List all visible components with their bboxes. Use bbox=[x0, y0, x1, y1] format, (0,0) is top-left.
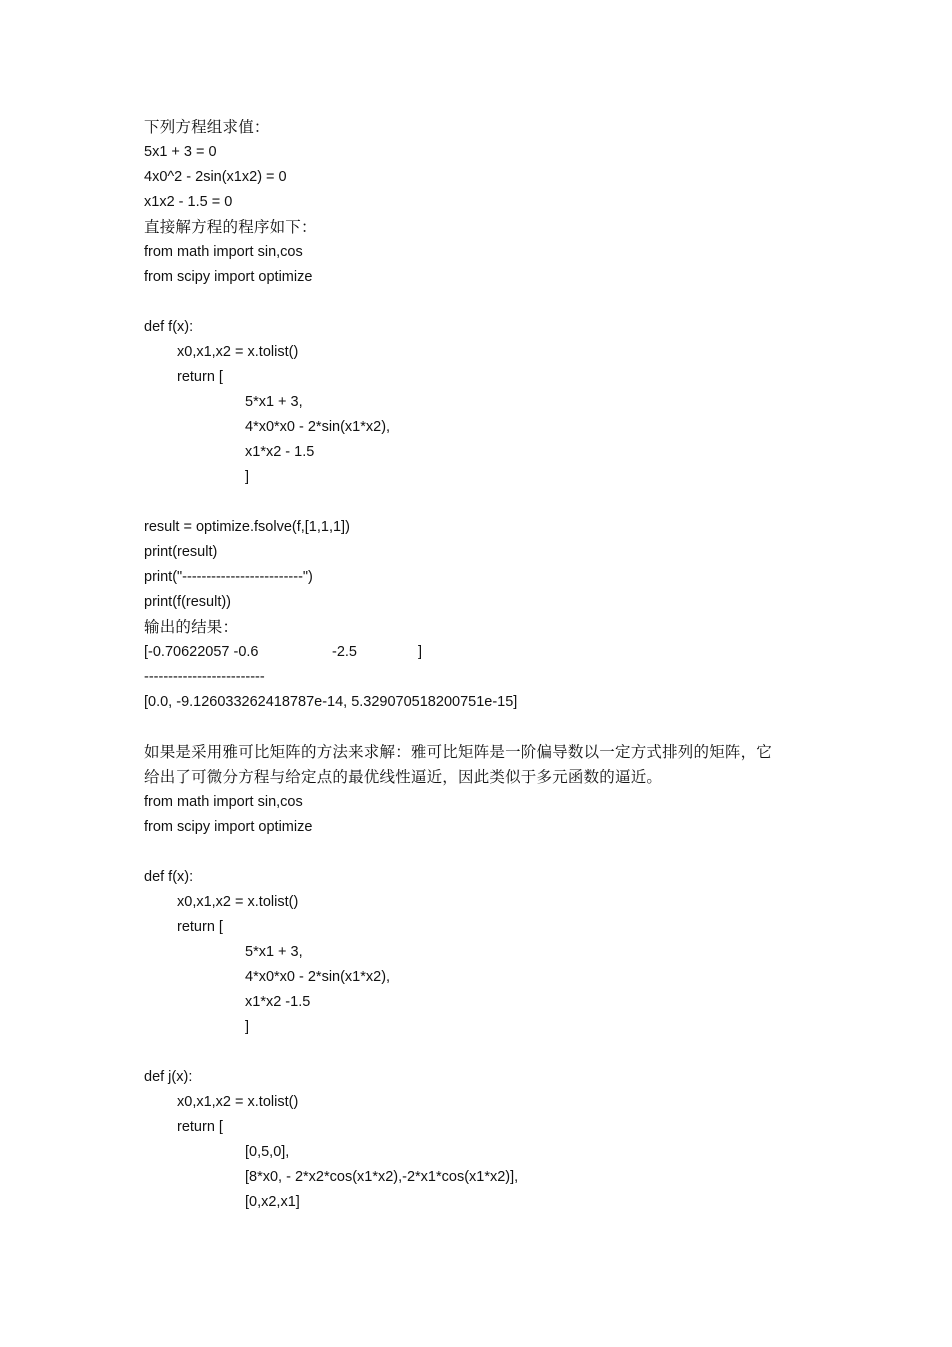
code-line: x1*x2 -1.5 bbox=[245, 994, 311, 1010]
equation-3: x1x2 - 1.5 = 0 bbox=[144, 194, 233, 210]
section2-intro-line2: 给出了可微分方程与给定点的最优线性逼近，因此类似于多元函数的逼近。 bbox=[144, 768, 663, 786]
code-line: 4*x0*x0 - 2*sin(x1*x2), bbox=[245, 419, 391, 435]
code-line: return [ bbox=[177, 369, 223, 385]
program-intro: 直接解方程的程序如下： bbox=[144, 218, 317, 236]
code-line: def f(x): bbox=[144, 319, 194, 335]
code-line: [0,x2,x1] bbox=[245, 1194, 300, 1210]
section1-intro: 下列方程组求值： bbox=[144, 118, 270, 136]
code-line: print("-------------------------") bbox=[144, 569, 313, 585]
blank-line bbox=[144, 840, 824, 865]
code-line: ] bbox=[245, 1019, 250, 1035]
code-line: return [ bbox=[177, 1119, 223, 1135]
code-line: print(f(result)) bbox=[144, 594, 232, 610]
code-line: ] bbox=[245, 469, 250, 485]
code-line: from scipy import optimize bbox=[144, 819, 313, 835]
code-line: result = optimize.fsolve(f,[1,1,1]) bbox=[144, 519, 350, 535]
output-intro: 输出的结果： bbox=[144, 618, 239, 636]
code-line: from math import sin,cos bbox=[144, 794, 303, 810]
blank-line bbox=[144, 715, 824, 740]
output-value-3: ] bbox=[418, 644, 423, 660]
code-line: x0,x1,x2 = x.tolist() bbox=[177, 1094, 299, 1110]
code-line: x1*x2 - 1.5 bbox=[245, 444, 315, 460]
output-vector bbox=[144, 640, 824, 665]
code-line: 4*x0*x0 - 2*sin(x1*x2), bbox=[245, 969, 391, 985]
code-line: from scipy import optimize bbox=[144, 269, 313, 285]
document-body bbox=[144, 115, 824, 1215]
code-line: x0,x1,x2 = x.tolist() bbox=[177, 894, 299, 910]
blank-line bbox=[144, 1040, 824, 1065]
output-value-1: [-0.70622057 -0.6 bbox=[144, 644, 259, 660]
code-line: 5*x1 + 3, bbox=[245, 394, 303, 410]
section2-intro-line1: 如果是采用雅可比矩阵的方法来求解：雅可比矩阵是一阶偏导数以一定方式排列的矩阵，它 bbox=[144, 743, 773, 761]
output-value-2: -2.5 bbox=[332, 644, 357, 660]
code-line: def f(x): bbox=[144, 869, 194, 885]
code-line: from math import sin,cos bbox=[144, 244, 303, 260]
equation-2: 4x0^2 - 2sin(x1x2) = 0 bbox=[144, 169, 287, 185]
equation-1: 5x1 + 3 = 0 bbox=[144, 144, 217, 160]
blank-line bbox=[144, 290, 824, 315]
code-line: x0,x1,x2 = x.tolist() bbox=[177, 344, 299, 360]
output-residuals: [0.0, -9.126033262418787e-14, 5.329070518200751e-15] bbox=[144, 694, 518, 710]
code-line: return [ bbox=[177, 919, 223, 935]
blank-line bbox=[144, 490, 824, 515]
code-line: [8*x0, - 2*x2*cos(x1*x2),-2*x1*cos(x1*x2)], bbox=[245, 1169, 519, 1185]
code-line: def j(x): bbox=[144, 1069, 193, 1085]
output-separator: ------------------------- bbox=[144, 669, 265, 685]
code-line: 5*x1 + 3, bbox=[245, 944, 303, 960]
code-line: [0,5,0], bbox=[245, 1144, 290, 1160]
code-line: print(result) bbox=[144, 544, 218, 560]
